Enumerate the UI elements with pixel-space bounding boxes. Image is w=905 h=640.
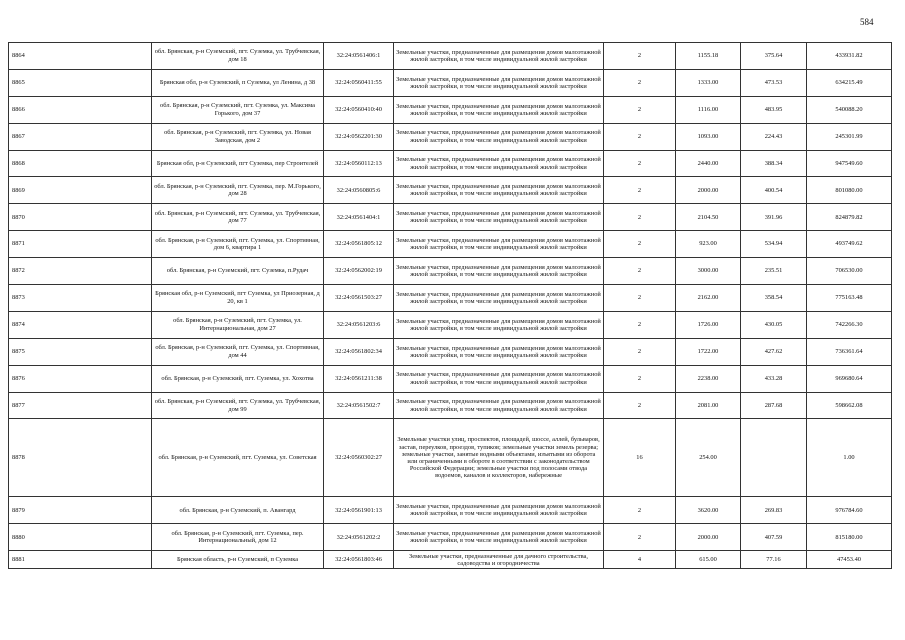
unit-value-cell: 391.96 bbox=[741, 204, 807, 231]
cadastral-value-cell: 742266.30 bbox=[807, 311, 892, 338]
unit-value-cell: 534.94 bbox=[741, 231, 807, 258]
cadastral-number-cell: 32:24:0560805:6 bbox=[324, 177, 394, 204]
group-cell: 2 bbox=[604, 96, 676, 123]
cadastral-number-cell: 32:24:0560410:40 bbox=[324, 96, 394, 123]
row-number: 8878 bbox=[9, 419, 152, 497]
table-row bbox=[9, 231, 892, 258]
row-number: 8874 bbox=[9, 311, 152, 338]
cadastral-value-cell: 245301.99 bbox=[807, 123, 892, 150]
group-cell: 2 bbox=[604, 392, 676, 419]
address-cell: Брянская обл, р-н Суземский, п Суземка, ул Ленина, д 38 bbox=[152, 69, 324, 96]
group-cell: 16 bbox=[604, 419, 676, 497]
row-number: 8869 bbox=[9, 177, 152, 204]
cadastral-value-cell: 1.00 bbox=[807, 419, 892, 497]
area-cell: 2440.00 bbox=[676, 150, 741, 177]
table-row bbox=[9, 285, 892, 312]
unit-value-cell: 400.54 bbox=[741, 177, 807, 204]
row-number: 8879 bbox=[9, 497, 152, 524]
group-cell: 2 bbox=[604, 231, 676, 258]
area-cell: 3620.00 bbox=[676, 497, 741, 524]
table-row bbox=[9, 43, 892, 70]
unit-value-cell: 375.64 bbox=[741, 43, 807, 70]
land-use-cell: Земельные участки, предназначенные для размещения домов малоэтажной жилой застройки, в том числе индивидуальной жилой застройки bbox=[394, 69, 604, 96]
table-row bbox=[9, 69, 892, 96]
row-number: 8866 bbox=[9, 96, 152, 123]
group-cell: 2 bbox=[604, 285, 676, 312]
cadastral-value-cell: 947549.60 bbox=[807, 150, 892, 177]
cadastral-value-cell: 47453.40 bbox=[807, 551, 892, 569]
unit-value-cell: 287.68 bbox=[741, 392, 807, 419]
land-use-cell: Земельные участки, предназначенные для размещения домов малоэтажной жилой застройки, в том числе индивидуальной жилой застройки bbox=[394, 338, 604, 365]
land-use-cell: Земельные участки, предназначенные для размещения домов малоэтажной жилой застройки, в том числе индивидуальной жилой застройки bbox=[394, 204, 604, 231]
cadastral-number-cell: 32:24:0560112:13 bbox=[324, 150, 394, 177]
land-use-cell: Земельные участки, предназначенные для размещения домов малоэтажной жилой застройки, в том числе индивидуальной жилой застройки bbox=[394, 258, 604, 285]
cadastral-value-cell: 634215.49 bbox=[807, 69, 892, 96]
cadastral-value-cell: 540088.20 bbox=[807, 96, 892, 123]
unit-value-cell: 407.59 bbox=[741, 524, 807, 551]
area-cell: 2104.50 bbox=[676, 204, 741, 231]
area-cell: 1093.00 bbox=[676, 123, 741, 150]
area-cell: 254.00 bbox=[676, 419, 741, 497]
address-cell: обл. Брянская, р-н Суземский, пгт. Суземка, ул. Трубчевская, дом 99 bbox=[152, 392, 324, 419]
address-cell: обл. Брянская, р-н Суземский, пгт. Суземка, ул. Новая Заводская, дом 2 bbox=[152, 123, 324, 150]
address-cell: обл. Брянская, р-н Суземский, пгт. Суземка, пер. Интернациональный, дом 12 bbox=[152, 524, 324, 551]
unit-value-cell: 77.16 bbox=[741, 551, 807, 569]
group-cell: 2 bbox=[604, 338, 676, 365]
address-cell: обл. Брянская, р-н Суземский, пгт. Суземка, ул. Спортивная, дом 44 bbox=[152, 338, 324, 365]
cadastral-number-cell: 32:24:0561803:46 bbox=[324, 551, 394, 569]
group-cell: 2 bbox=[604, 123, 676, 150]
land-use-cell: Земельные участки, предназначенные для размещения домов малоэтажной жилой застройки, в том числе индивидуальной жилой застройки bbox=[394, 43, 604, 70]
cadastral-number-cell: 32:24:0561805:12 bbox=[324, 231, 394, 258]
cadastral-number-cell: 32:24:0562002:19 bbox=[324, 258, 394, 285]
address-cell: Брянская область, р-н Суземский, п Суземка bbox=[152, 551, 324, 569]
cadastral-value-table bbox=[8, 42, 892, 569]
row-number: 8864 bbox=[9, 43, 152, 70]
group-cell: 2 bbox=[604, 311, 676, 338]
land-use-cell: Земельные участки, предназначенные для размещения домов малоэтажной жилой застройки, в том числе индивидуальной жилой застройки bbox=[394, 311, 604, 338]
land-use-cell: Земельные участки, предназначенные для размещения домов малоэтажной жилой застройки, в том числе индивидуальной жилой застройки bbox=[394, 524, 604, 551]
cadastral-value-cell: 706530.00 bbox=[807, 258, 892, 285]
area-cell: 2000.00 bbox=[676, 177, 741, 204]
land-use-cell: Земельные участки, предназначенные для размещения домов малоэтажной жилой застройки, в том числе индивидуальной жилой застройки bbox=[394, 392, 604, 419]
address-cell: обл. Брянская, р-н Суземский, пгт. Суземка, ул. Трубчевская, дом 18 bbox=[152, 43, 324, 70]
area-cell: 1333.00 bbox=[676, 69, 741, 96]
area-cell: 1722.00 bbox=[676, 338, 741, 365]
land-use-cell: Земельные участки улиц, проспектов, площадей, шоссе, аллей, бульваров, застав, переулков, проездов, тупиков; земельные участки земель резерва; земельные участки, занятые водными объектами, изъятыми из оборота или ограниченными в обороте в соответствии с законодательством Российской Федерации; земельные участки под полосами отвода водоемов, каналов и коллекторов, набережные bbox=[394, 419, 604, 497]
row-number: 8870 bbox=[9, 204, 152, 231]
land-use-cell: Земельные участки, предназначенные для размещения домов малоэтажной жилой застройки, в том числе индивидуальной жилой застройки bbox=[394, 497, 604, 524]
land-use-cell: Земельные участки, предназначенные для размещения домов малоэтажной жилой застройки, в том числе индивидуальной жилой застройки bbox=[394, 150, 604, 177]
unit-value-cell: 224.43 bbox=[741, 123, 807, 150]
area-cell: 2238.00 bbox=[676, 365, 741, 392]
unit-value-cell: 388.34 bbox=[741, 150, 807, 177]
address-cell: Брянская обл, р-н Суземский, пгт Суземка, пер Строителей bbox=[152, 150, 324, 177]
cadastral-number-cell: 32:24:0561202:2 bbox=[324, 524, 394, 551]
group-cell: 2 bbox=[604, 177, 676, 204]
area-cell: 1155.18 bbox=[676, 43, 741, 70]
row-number: 8881 bbox=[9, 551, 152, 569]
group-cell: 2 bbox=[604, 204, 676, 231]
group-cell: 2 bbox=[604, 365, 676, 392]
unit-value-cell: 358.54 bbox=[741, 285, 807, 312]
row-number: 8872 bbox=[9, 258, 152, 285]
table-row bbox=[9, 524, 892, 551]
area-cell: 2081.00 bbox=[676, 392, 741, 419]
unit-value-cell: 483.95 bbox=[741, 96, 807, 123]
row-number: 8877 bbox=[9, 392, 152, 419]
cadastral-value-cell: 598662.08 bbox=[807, 392, 892, 419]
group-cell: 2 bbox=[604, 258, 676, 285]
table-row bbox=[9, 204, 892, 231]
address-cell: обл. Брянская, р-н Суземский, пгт. Суземка, ул. Максима Горького, дом 37 bbox=[152, 96, 324, 123]
group-cell: 2 bbox=[604, 150, 676, 177]
table-row bbox=[9, 365, 892, 392]
table-row bbox=[9, 392, 892, 419]
group-cell: 2 bbox=[604, 69, 676, 96]
page-number: 584 bbox=[860, 17, 874, 27]
cadastral-number-cell: 32:24:0561404:1 bbox=[324, 204, 394, 231]
unit-value-cell: 430.05 bbox=[741, 311, 807, 338]
table-row bbox=[9, 551, 892, 569]
cadastral-value-cell: 493749.62 bbox=[807, 231, 892, 258]
table-row bbox=[9, 177, 892, 204]
cadastral-number-cell: 32:24:0561802:34 bbox=[324, 338, 394, 365]
address-cell: обл. Брянская, р-н Суземский, п. Авангард bbox=[152, 497, 324, 524]
cadastral-value-cell: 815180.00 bbox=[807, 524, 892, 551]
land-use-cell: Земельные участки, предназначенные для размещения домов малоэтажной жилой застройки, в том числе индивидуальной жилой застройки bbox=[394, 365, 604, 392]
cadastral-number-cell: 32:24:0561211:38 bbox=[324, 365, 394, 392]
group-cell: 4 bbox=[604, 551, 676, 569]
cadastral-value-cell: 736361.64 bbox=[807, 338, 892, 365]
table-row bbox=[9, 311, 892, 338]
unit-value-cell: 269.83 bbox=[741, 497, 807, 524]
unit-value-cell bbox=[741, 419, 807, 497]
address-cell: Брянская обл, р-н Суземский, пгт Суземка, ул Приозерная, д 20, кв 1 bbox=[152, 285, 324, 312]
row-number: 8876 bbox=[9, 365, 152, 392]
table-row bbox=[9, 338, 892, 365]
area-cell: 923.00 bbox=[676, 231, 741, 258]
table-row bbox=[9, 123, 892, 150]
cadastral-number-cell: 32:24:0561901:13 bbox=[324, 497, 394, 524]
area-cell: 3000.00 bbox=[676, 258, 741, 285]
unit-value-cell: 235.51 bbox=[741, 258, 807, 285]
cadastral-number-cell: 32:24:0562201:30 bbox=[324, 123, 394, 150]
table-body bbox=[9, 43, 892, 569]
row-number: 8880 bbox=[9, 524, 152, 551]
row-number: 8875 bbox=[9, 338, 152, 365]
row-number: 8871 bbox=[9, 231, 152, 258]
table-row bbox=[9, 419, 892, 497]
area-cell: 1116.00 bbox=[676, 96, 741, 123]
land-use-cell: Земельные участки, предназначенные для размещения домов малоэтажной жилой застройки, в том числе индивидуальной жилой застройки bbox=[394, 123, 604, 150]
address-cell: обл. Брянская, р-н Суземский, пгт. Суземка, ул. Трубчевская, дом 77 bbox=[152, 204, 324, 231]
group-cell: 2 bbox=[604, 43, 676, 70]
address-cell: обл. Брянская, р-н Суземский, пгт. Суземка, п.Рудач bbox=[152, 258, 324, 285]
cadastral-number-cell: 32:24:0560411:55 bbox=[324, 69, 394, 96]
cadastral-number-cell: 32:24:0561502:7 bbox=[324, 392, 394, 419]
land-use-cell: Земельные участки, предназначенные для размещения домов малоэтажной жилой застройки, в том числе индивидуальной жилой застройки bbox=[394, 231, 604, 258]
table-row bbox=[9, 96, 892, 123]
cadastral-value-cell: 976784.60 bbox=[807, 497, 892, 524]
unit-value-cell: 433.28 bbox=[741, 365, 807, 392]
land-use-cell: Земельные участки, предназначенные для размещения домов малоэтажной жилой застройки, в том числе индивидуальной жилой застройки bbox=[394, 177, 604, 204]
area-cell: 615.00 bbox=[676, 551, 741, 569]
area-cell: 2162.00 bbox=[676, 285, 741, 312]
address-cell: обл. Брянская, р-н Суземский, пгт. Суземка, ул. Советская bbox=[152, 419, 324, 497]
land-use-cell: Земельные участки, предназначенные для размещения домов малоэтажной жилой застройки, в том числе индивидуальной жилой застройки bbox=[394, 285, 604, 312]
cadastral-value-cell: 775163.48 bbox=[807, 285, 892, 312]
cadastral-number-cell: 32:24:0561203:6 bbox=[324, 311, 394, 338]
area-cell: 2000.00 bbox=[676, 524, 741, 551]
table-row bbox=[9, 258, 892, 285]
land-use-cell: Земельные участки, предназначенные для размещения домов малоэтажной жилой застройки, в том числе индивидуальной жилой застройки bbox=[394, 96, 604, 123]
row-number: 8867 bbox=[9, 123, 152, 150]
address-cell: обл. Брянская, р-н Суземский, пгт. Суземка, пер. М.Горького, дом 28 bbox=[152, 177, 324, 204]
row-number: 8873 bbox=[9, 285, 152, 312]
unit-value-cell: 427.62 bbox=[741, 338, 807, 365]
cadastral-value-cell: 824879.82 bbox=[807, 204, 892, 231]
table-row bbox=[9, 497, 892, 524]
cadastral-value-cell: 801080.00 bbox=[807, 177, 892, 204]
unit-value-cell: 473.53 bbox=[741, 69, 807, 96]
group-cell: 2 bbox=[604, 524, 676, 551]
cadastral-number-cell: 32:24:0560302:27 bbox=[324, 419, 394, 497]
table-row bbox=[9, 150, 892, 177]
row-number: 8868 bbox=[9, 150, 152, 177]
group-cell: 2 bbox=[604, 497, 676, 524]
cadastral-value-cell: 433931.82 bbox=[807, 43, 892, 70]
address-cell: обл. Брянская, р-н Суземский, пгт. Суземка, ул. Хохотва bbox=[152, 365, 324, 392]
area-cell: 1726.00 bbox=[676, 311, 741, 338]
cadastral-number-cell: 32:24:0561503:27 bbox=[324, 285, 394, 312]
cadastral-value-cell: 969680.64 bbox=[807, 365, 892, 392]
address-cell: обл. Брянская, р-н Суземский, пгт. Суземка, ул. Интернациональная, дом 27 bbox=[152, 311, 324, 338]
land-use-cell: Земельные участки, предназначенные для дачного строительства, садоводства и огородничества bbox=[394, 551, 604, 569]
address-cell: обл. Брянская, р-н Суземский, пгт. Суземка, ул. Спортивная, дом 6, квартира 1 bbox=[152, 231, 324, 258]
row-number: 8865 bbox=[9, 69, 152, 96]
cadastral-number-cell: 32:24:0561406:1 bbox=[324, 43, 394, 70]
